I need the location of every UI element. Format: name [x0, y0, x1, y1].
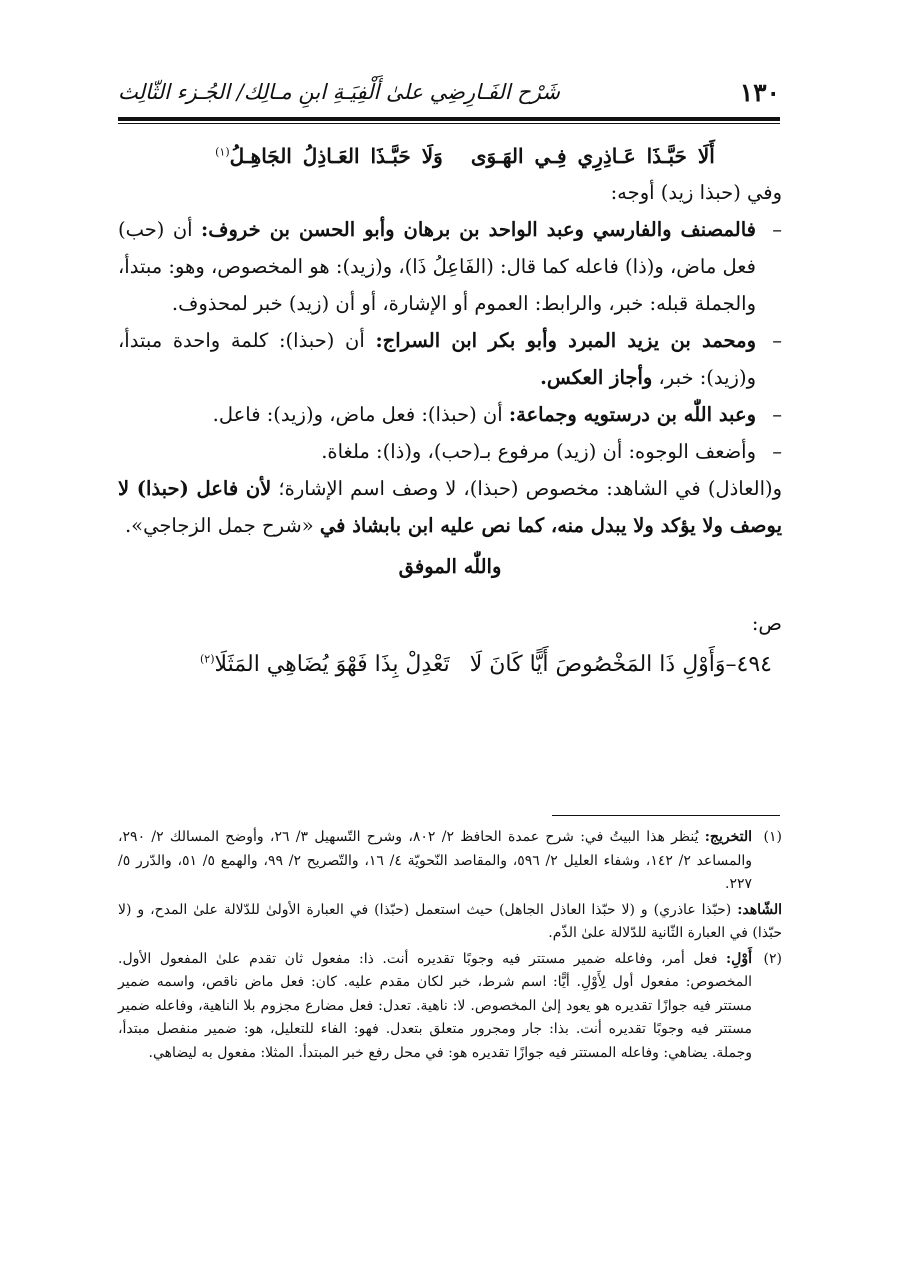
footnote [118, 899, 782, 946]
footnote [118, 826, 782, 897]
footnote-label: الشّاهد: [737, 901, 782, 918]
footnote-ref: (١) [215, 145, 230, 159]
list-item [118, 396, 782, 433]
item-authors: ومحمد بن يزيد المبرد وأبو بكر ابن السراج: [375, 329, 756, 352]
alfiya-verse [118, 644, 782, 686]
item-bold-end: وأجاز العكس. [540, 366, 653, 389]
footnote-ref: (٢) [200, 652, 215, 666]
dash-bullet: – [772, 218, 782, 241]
closing-bold: لأن فاعل (حبذا) لا يوصف ولا يؤكد ولا يبدل منه، كما نص عليه ابن بابشاذ في [118, 477, 782, 537]
dash-bullet: – [772, 329, 782, 352]
item-text: وأضعف الوجوه: أن (زيد) مرفوع بـ(حب)، و(ذا): ملغاة. [321, 440, 756, 463]
item-authors: فالمصنف والفارسي وعبد الواحد بن برهان وأبو الحسن بن خروف: [201, 218, 757, 241]
footnote-separator [552, 815, 780, 816]
verse2-second-hemistich: تَعْدِلْ بِذَا فَهْوَ يُضَاهِي المَثَلَا$^{(٢)}$ [200, 652, 450, 677]
footnote-number: (٢) [763, 950, 782, 967]
item-text: أن (حب) فعل ماض، و(ذا) فاعله كما قال: (الفَاعِلُ ذَا)، و(زيد): هو المخصوص، وهو: مبتدأ، والجملة قبله: خبر، والرابط: العموم أو الإشارة، أو أن (زيد) خبر لمحذوف. [118, 218, 756, 315]
verse2-first-hemistich: ٤٩٤–وَأَوْلِ ذَا المَخْصُوصَ أَيًّا كَانَ لَا [469, 652, 772, 677]
footnote-text: يُنظر هذا البيتُ في: شرح عمدة الحافظ ٢/ ٨٠٢، وشرح التّسهيل ٣/ ٢٦، وأوضح المسالك ٢/ ٢٩٠، والمساعد ٢/ ١٤٢، وشفاء العليل ٢/ ٥٩٦، والمقاصد النّحويّة ٤/ ١٦، والتّصريح ٢/ ٩٩، والهمع ٥/ ٥١، والدّرر ٥/ ٢٢٧. [118, 829, 753, 892]
footnote [118, 948, 782, 1066]
intro-line: وفي (حبذا زيد) أوجه: [610, 181, 782, 204]
list-item [118, 433, 782, 470]
footnote-label: أَوْلِ: [726, 950, 752, 967]
item-authors: وعبد اللّٰه بن درستويه وجماعة: [508, 403, 756, 426]
header-rule [118, 117, 780, 124]
page-header [118, 72, 780, 112]
item-text: أن (حبذا): فعل ماض، و(زيد): فاعل. [212, 403, 503, 426]
section-heading: واللّٰه الموفق [398, 555, 502, 578]
poetry-verse [118, 138, 782, 174]
verse-second-hemistich: وَلَا حَبَّـذَا العَـاذِلُ الجَاهِـلُ$^{(١)}$ [215, 144, 443, 168]
closing-text: و(العاذل) في الشاهد: مخصوص (حبذا)، لا وصف اسم الإشارة؛ [278, 477, 783, 500]
item-text: أن (حبذا): كلمة واحدة مبتدأ، و(زيد): خبر، [118, 329, 756, 389]
list-item [118, 211, 782, 322]
main-text [118, 138, 782, 686]
list-item [118, 322, 782, 396]
dash-bullet: – [772, 403, 782, 426]
running-title: شَرْح الفَـارِضِي علىٰ أَلْفِيَـةِ ابنِ مـالِك/ الجُـزء الثّالِث [118, 80, 560, 104]
verse-first-hemistich: أَلَا حَبَّـذَا عَـاذِرِي فِـي الهَـوَى [470, 144, 715, 168]
closing-tail: «شرح جمل الزجاجي». [124, 514, 314, 537]
footnote-text: فعل أمر، وفاعله ضمير مستتر فيه وجوبًا تقديره أنت. ذا: مفعول ثان تقدم علىٰ المفعول الأول. المخصوص: مفعول أول لِأَوْلِ. أيًّا: اسم شرط، خبر لكان مقدم عليه. كان: فعل ماض ناقص، واسمه ضمير مستتر فيه جوازًا تقديره هو يعود إلىٰ المخصوص. لا: ناهية. تعدل: فعل مضارع مجزوم بلا الناهية، وفاعله ضمير مستتر فيه وجوبًا تقديره أنت. بذا: جار ومجرور متعلق بتعدل. فهو: الفاء للتعليل، هو: ضمير منفصل مبتدأ، وجملة. يضاهي: وفاعله المستتر فيه جوازًا تقديره هو: في محل رفع خبر المبتدأ. المثلا: مفعول به ليضاهي. [118, 950, 752, 1061]
footnotes [118, 826, 782, 1067]
dash-bullet: – [772, 440, 782, 463]
footnote-label: التخريج: [704, 829, 753, 845]
closing-paragraph [118, 470, 782, 544]
page-number: ١٣٠ [739, 77, 780, 107]
footnote-number: (١) [763, 829, 782, 845]
footnote-text: (حبّذا عاذري) و (لا حبّذا العاذل الجاهل) حيث استعمل (حبّذا) في العبارة الأولىٰ للدّلالة علىٰ المدح، و (لا حبّذا) في العبارة الثّانية للدّلالة علىٰ الذّم. [118, 901, 782, 941]
sad-label: ص: [751, 612, 782, 635]
